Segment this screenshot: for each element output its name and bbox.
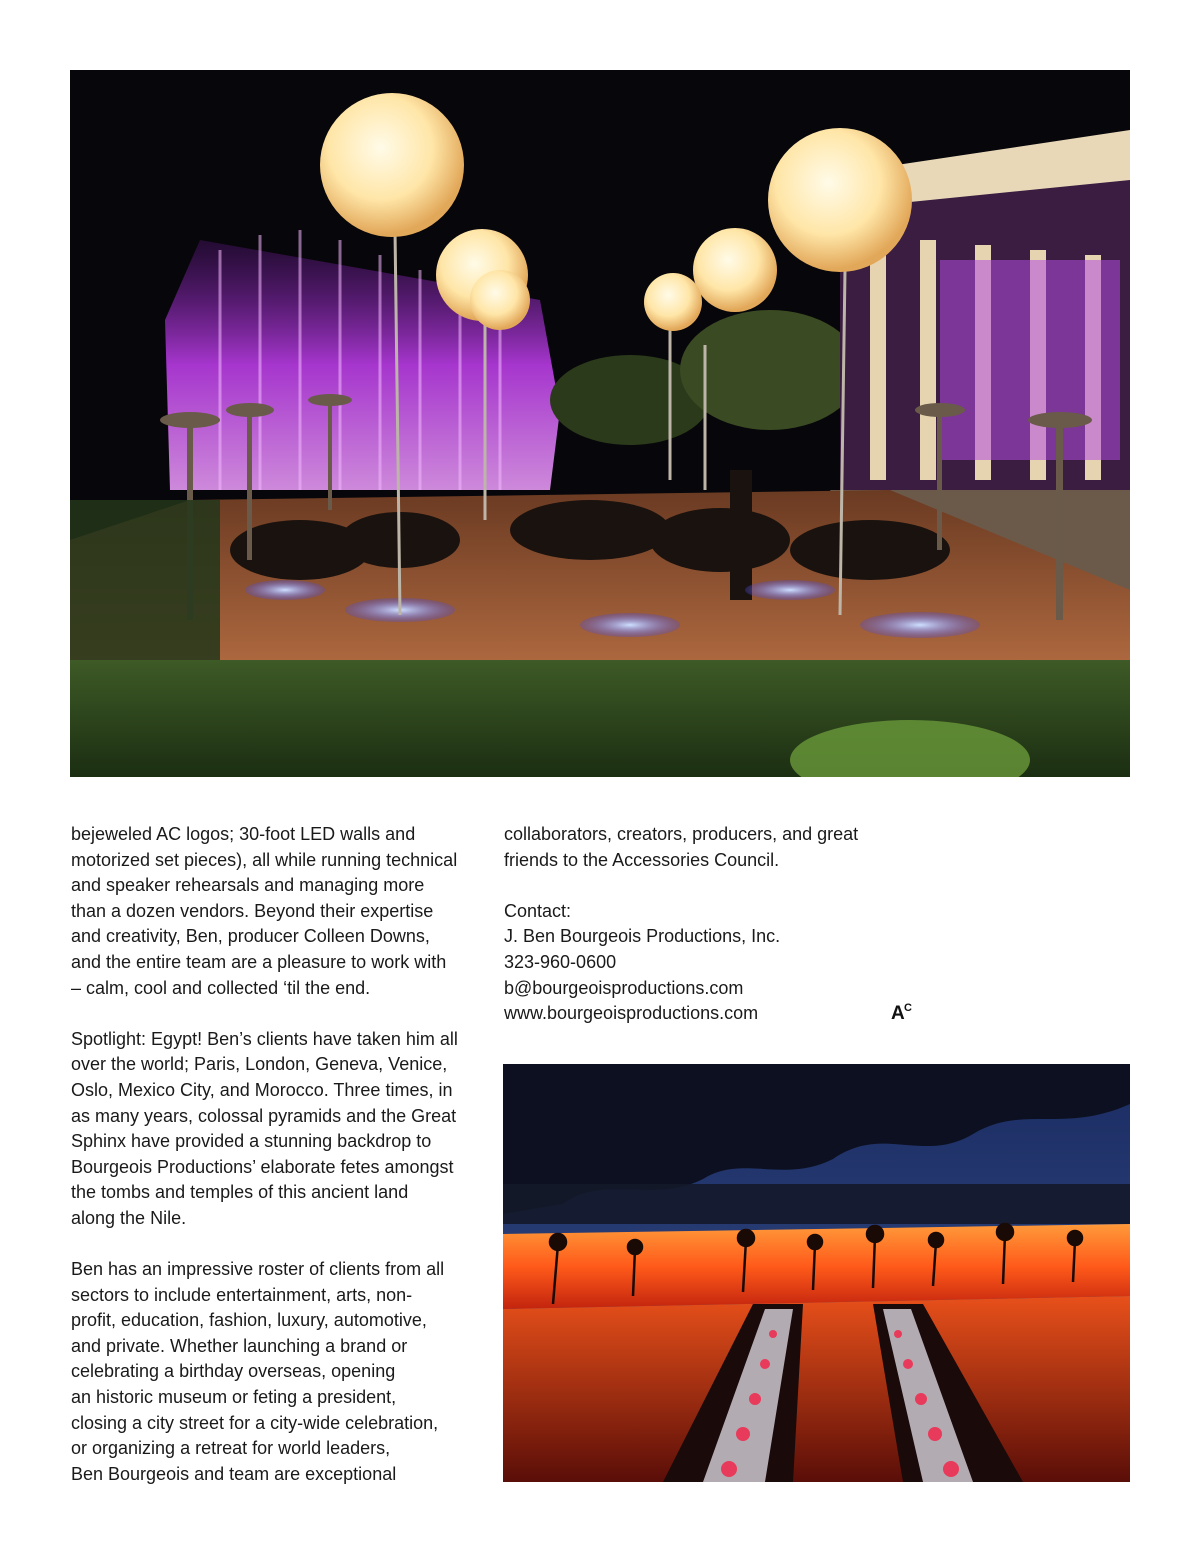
- sunset-dinner-photo: [503, 1064, 1130, 1482]
- paragraph-client-roster: Ben has an impressive roster of clients from all sectors to include entertainment, arts, non- profit, education, fashion, luxury, automotive, and private. Whether launching a brand or celebrating a birthday overseas, opening an historic museum or feting a president, closing a city street for a city-wide celebration, or organizing a retreat for world leaders, Ben Bourgeois and team are exceptional: [71, 1259, 445, 1484]
- contact-website[interactable]: www.bourgeoisproductions.com: [504, 1003, 759, 1024]
- ac-logo: [891, 1003, 917, 1025]
- contact-company: J. Ben Bourgeois Productions, Inc.: [504, 926, 781, 947]
- paragraph-closing: collaborators, creators, producers, and great friends to the Accessories Council.: [504, 824, 859, 870]
- article-column-right: [504, 822, 924, 1027]
- contact-block: [504, 899, 924, 1027]
- hero-event-photo: [70, 70, 1130, 777]
- ac-logo-c: C: [904, 1002, 912, 1014]
- contact-email[interactable]: b@bourgeoisproductions.com: [504, 977, 744, 998]
- ac-logo-a: A: [891, 1003, 905, 1024]
- contact-heading: Contact:: [504, 900, 572, 921]
- contact-phone: 323-960-0600: [504, 951, 617, 972]
- paragraph-team-praise: bejeweled AC logos; 30-foot LED walls and motorized set pieces), all while running technical and speaker rehearsals and managing more than a dozen vendors. Beyond their expertise and creativity, Ben, producer Colleen Downs, and the entire team are a pleasure to work with – calm, cool and collected ‘til the end.: [71, 824, 458, 998]
- paragraph-spotlight-egypt: Spotlight: Egypt! Ben’s clients have taken him all over the world; Paris, London, Geneva, Venice, Oslo, Mexico City, and Morocco. Three times, in as many years, colossal pyramids and the Great Sphinx have provided a stunning backdrop to Bourgeois Productions’ elaborate fetes amongst the tombs and temples of this ancient land along the Nile.: [71, 1028, 458, 1228]
- article-column-left: [71, 822, 491, 1487]
